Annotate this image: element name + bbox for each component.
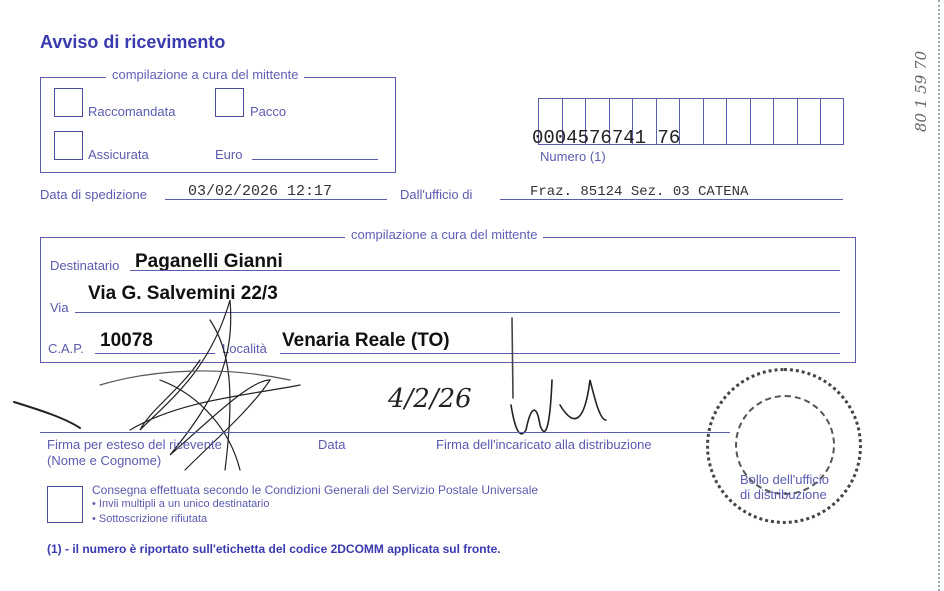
cap-label: C.A.P. [48, 341, 84, 356]
conditions-line-2: • Invii multipli a un unico destinatario [92, 498, 270, 510]
margin-handwriting: 80 1 59 70 [912, 50, 930, 132]
pacco-label: Pacco [250, 104, 287, 119]
recipient-section-legend: compilazione a cura del mittente [345, 227, 543, 242]
bollo-label: Bollo dell'ufficio [740, 472, 829, 487]
euro-label: Euro [215, 147, 243, 162]
conditions-line-1: Consegna effettuata secondo le Condizioni Generali del Servizio Postale Universale [92, 483, 539, 497]
footnote: (1) - il numero è riportato sull'etichetta del codice 2DCOMM applicata sul fronte. [47, 542, 501, 556]
cap-value: 10078 [100, 330, 153, 351]
firma-ricevente-label: Firma per esteso del ricevente [47, 437, 222, 452]
incaricato-label: Firma dell'incaricato alla distribuzione [436, 437, 652, 452]
nome-cognome-label: (Nome e Cognome) [47, 453, 162, 468]
assicurata-label: Assicurata [88, 147, 149, 162]
number-label: Numero (1) [540, 149, 606, 164]
destinatario-label: Destinatario [50, 258, 120, 273]
form-title: Avviso di ricevimento [40, 32, 226, 52]
conditions-checkbox[interactable] [47, 486, 83, 523]
shipment-date-label: Data di spedizione [40, 187, 147, 202]
sender-section-legend: compilazione a cura del mittente [106, 67, 304, 82]
data-label: Data [318, 437, 346, 452]
localita-label: Località [222, 341, 267, 356]
number-value: 0004576741 76 [532, 127, 681, 149]
via-value: Via G. Salvemini 22/3 [88, 283, 278, 304]
office-value: Fraz. 85124 Sez. 03 CATENA [530, 184, 749, 200]
signatures-line [40, 432, 730, 433]
page-right-edge [938, 0, 940, 591]
office-label: Dall'ufficio di [400, 187, 473, 202]
conditions-line-3: • Sottoscrizione rifiutata [92, 513, 208, 525]
handwritten-date: 4/2/26 [388, 384, 472, 414]
raccomandata-label: Raccomandata [88, 104, 176, 119]
via-label: Via [50, 300, 69, 315]
shipment-date-value: 03/02/2026 12:17 [188, 183, 333, 200]
localita-value: Venaria Reale (TO) [282, 330, 450, 351]
bollo-label-2: di distribuzione [740, 487, 827, 502]
destinatario-value: Paganelli Gianni [135, 251, 283, 272]
